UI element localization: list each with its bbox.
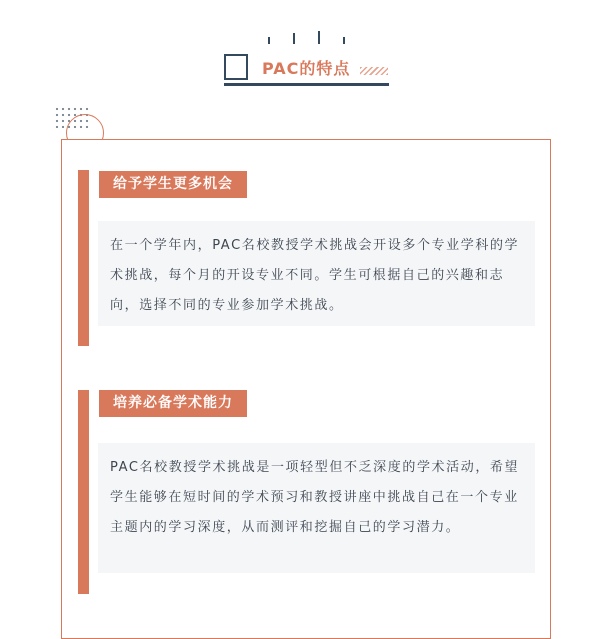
section-body: PAC名校教授学术挑战是一项轻型但不乏深度的学术活动，希望学生能够在短时间的学术预习和教授讲座中挑战自己在一个专业主题内的学习深度，从而测评和挖掘自己的学习潜力。: [98, 443, 535, 573]
section-side-bar: [78, 170, 89, 346]
title-underline: [224, 83, 389, 86]
header-tick: [268, 37, 270, 44]
title-hatch-decoration: [360, 67, 388, 75]
section-side-bar: [78, 390, 89, 594]
page-title: PAC的特点: [262, 59, 351, 78]
section-label: 给予学生更多机会: [99, 171, 247, 198]
section-body: 在一个学年内，PAC名校教授学术挑战会开设多个专业学科的学术挑战，每个月的开设专业不同。学生可根据自己的兴趣和志向，选择不同的专业参加学术挑战。: [98, 221, 535, 326]
header-tick: [318, 31, 320, 44]
section-label: 培养必备学术能力: [99, 390, 247, 417]
header-tick: [343, 37, 345, 44]
title-square-icon: [224, 54, 248, 80]
header-tick: [293, 33, 295, 44]
